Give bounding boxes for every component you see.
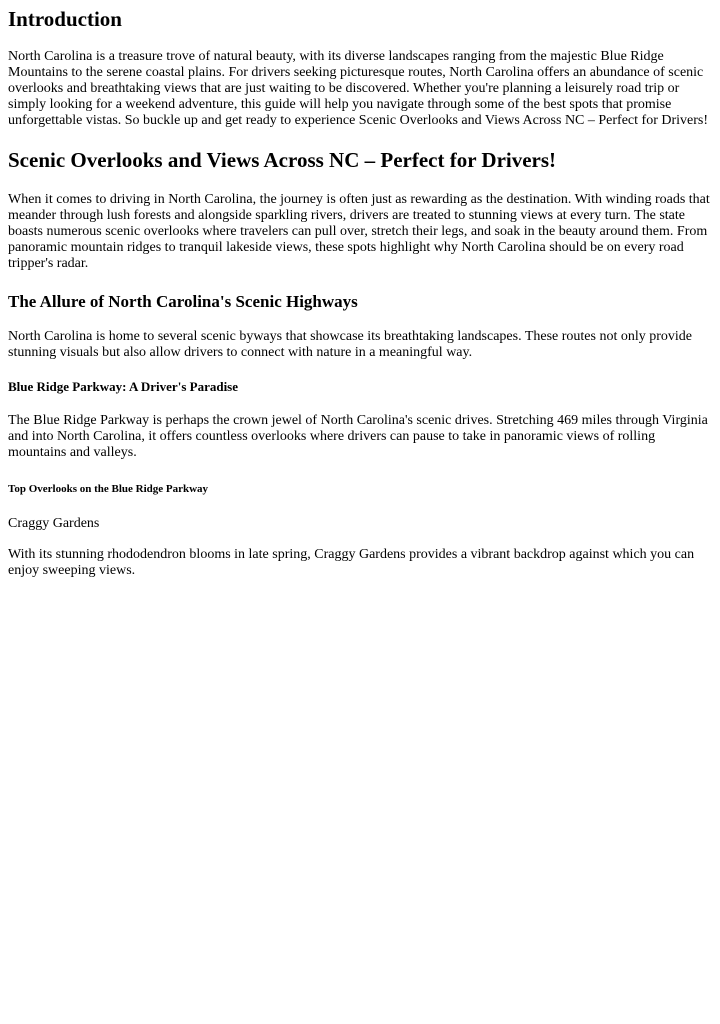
blue-ridge-parkway-heading: Blue Ridge Parkway: A Driver's Paradise	[8, 379, 239, 394]
blue-ridge-parkway-paragraph: The Blue Ridge Parkway is perhaps the crown jewel of North Carolina's scenic drives. Stretching 469 miles through Virginia and into North Carolina, it offers countless overlooks where drivers can pause to take in panoramic views of rolling mountains and valleys.	[8, 413, 708, 460]
article	[0, 7, 720, 579]
scenic-overlooks-heading: Scenic Overlooks and Views Across NC – Perfect for Drivers!	[8, 148, 557, 172]
scenic-overlooks-paragraph: When it comes to driving in North Carolina, the journey is often just as rewarding as the destination. With winding roads that meander through lush forests and alongside sparkling rivers, drivers are treated to stunning views at every turn. The state boasts numerous scenic overlooks where travelers can pull over, stretch their legs, and soak in the beauty around them. From panoramic mountain ridges to tranquil lakeside views, these spots highlight why North Carolina should be on every road tripper's radar.	[8, 192, 710, 271]
craggy-gardens-heading: Craggy Gardens	[8, 516, 100, 531]
introduction-paragraph: North Carolina is a treasure trove of natural beauty, with its diverse landscapes ranging from the majestic Blue Ridge Mountains to the serene coastal plains. For drivers seeking picturesque routes, North Carolina offers an abundance of scenic overlooks and breathtaking views that are just waiting to be discovered. Whether you're planning a leisurely road trip or simply looking for a weekend adventure, this guide will help you navigate through some of the best spots that promise unforgettable vistas. So buckle up and get ready to experience Scenic Overlooks and Views Across NC – Perfect for Drivers!	[8, 49, 708, 128]
top-overlooks-heading: Top Overlooks on the Blue Ridge Parkway	[8, 483, 209, 495]
craggy-gardens-paragraph: With its stunning rhododendron blooms in late spring, Craggy Gardens provides a vibrant backdrop against which you can enjoy sweeping views.	[8, 547, 695, 578]
introduction-heading: Introduction	[8, 7, 122, 31]
scenic-highways-heading: The Allure of North Carolina's Scenic Highways	[8, 292, 358, 311]
scenic-highways-paragraph: North Carolina is home to several scenic byways that showcase its breathtaking landscapes. These routes not only provide stunning visuals but also allow drivers to connect with nature in a meaningful way.	[8, 329, 693, 360]
